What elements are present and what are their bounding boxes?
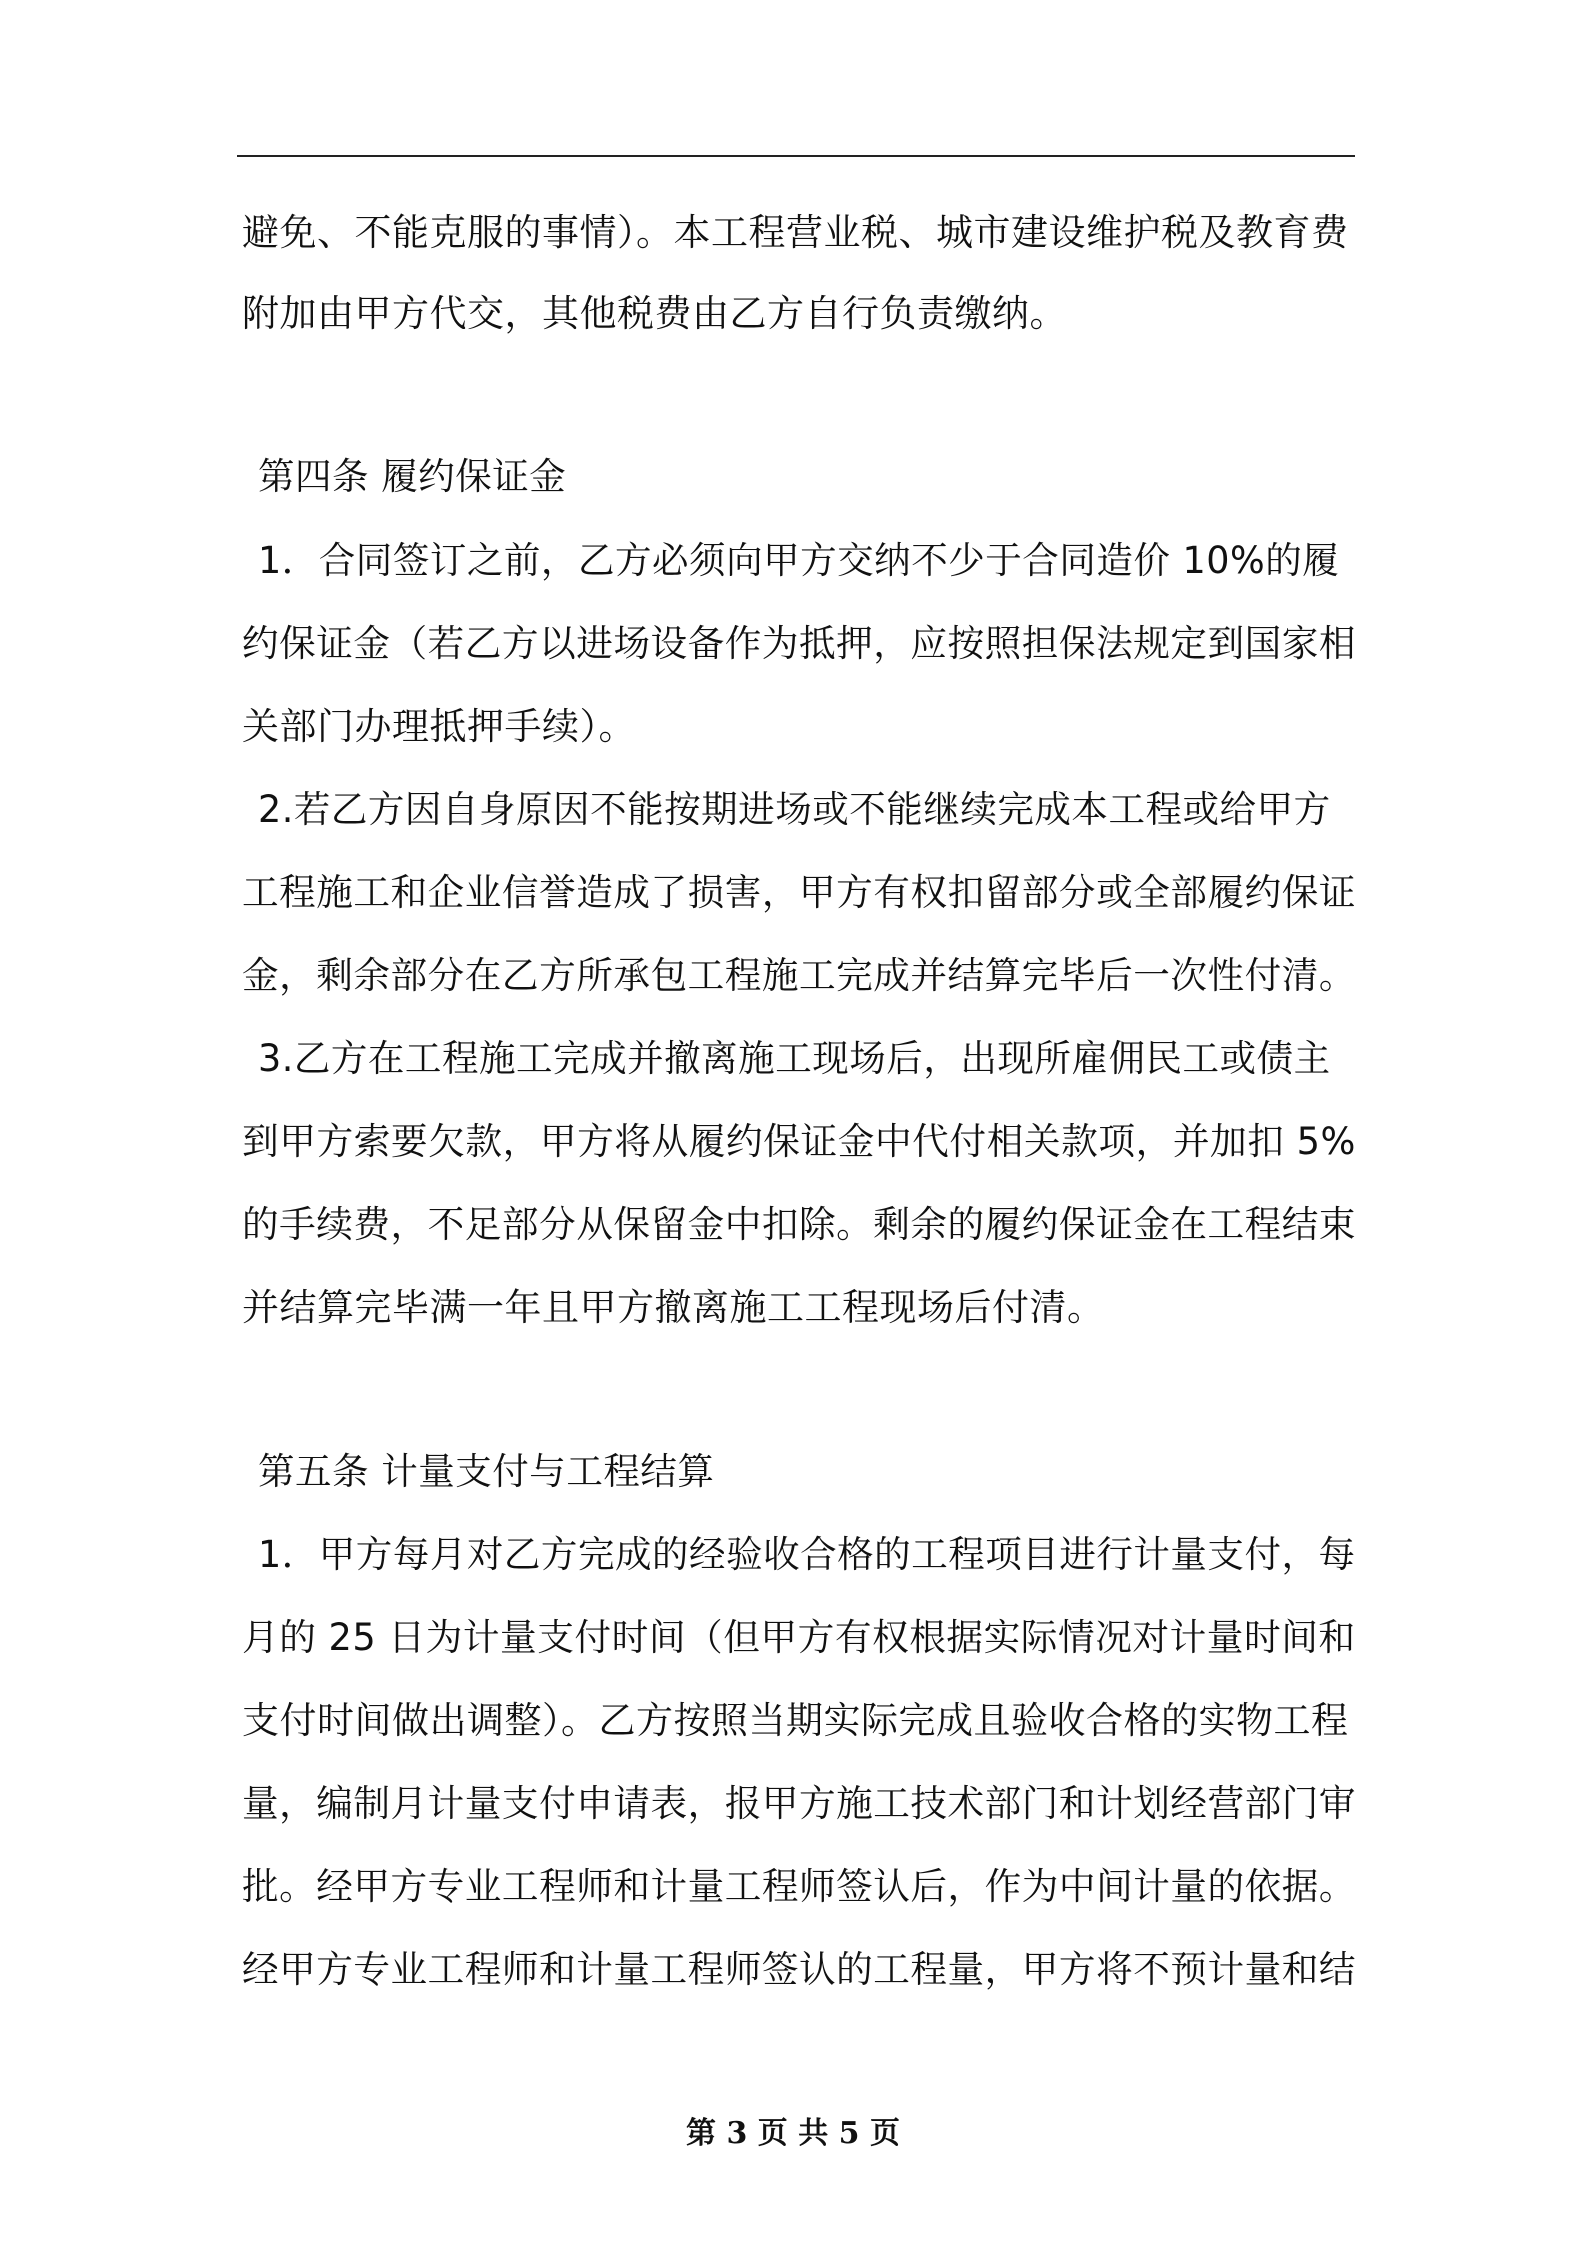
body-text-line: 的手续费，不足部分从保留金中扣除。剩余的履约保证金在工程结束 <box>242 1203 1356 1246</box>
body-text-line: 金，剩余部分在乙方所承包工程施工完成并结算完毕后一次性付清。 <box>242 954 1356 997</box>
section-heading-article-4: 第四条 履约保证金 <box>258 455 567 498</box>
body-text-line: 并结算完毕满一年且甲方撤离施工工程现场后付清。 <box>242 1286 1105 1329</box>
body-text-line: 月的 25 日为计量支付时间（但甲方有权根据实际情况对计量时间和 <box>242 1616 1356 1659</box>
body-text-line: 经甲方专业工程师和计量工程师签认的工程量，甲方将不预计量和结 <box>242 1948 1356 1991</box>
body-text-line: 3.乙方在工程施工完成并撤离施工现场后，出现所雇佣民工或债主 <box>258 1037 1331 1080</box>
body-text-line: 支付时间做出调整）。乙方按照当期实际完成且验收合格的实物工程 <box>242 1699 1349 1742</box>
body-text-line: 关部门办理抵押手续）。 <box>242 705 636 748</box>
body-text-line: 附加由甲方代交，其他税费由乙方自行负责缴纳。 <box>242 292 1067 335</box>
header-rule <box>237 155 1355 157</box>
body-text-line: 避免、不能克服的事情）。本工程营业税、城市建设维护税及教育费 <box>242 211 1349 254</box>
body-text-line: 1．合同签订之前，乙方必须向甲方交纳不少于合同造价 10%的履 <box>258 539 1340 582</box>
page-number-footer: 第 3 页 共 5 页 <box>686 2116 900 2151</box>
body-text-line: 批。经甲方专业工程师和计量工程师签认后，作为中间计量的依据。 <box>242 1865 1356 1908</box>
body-text-line: 到甲方索要欠款，甲方将从履约保证金中代付相关款项，并加扣 5% <box>242 1120 1356 1163</box>
body-text-line: 工程施工和企业信誉造成了损害，甲方有权扣留部分或全部履约保证 <box>242 871 1356 914</box>
body-text-line: 约保证金（若乙方以进场设备作为抵押，应按照担保法规定到国家相 <box>242 622 1356 665</box>
section-heading-article-5: 第五条 计量支付与工程结算 <box>258 1450 715 1493</box>
body-text-line: 2.若乙方因自身原因不能按期进场或不能继续完成本工程或给甲方 <box>258 788 1331 831</box>
body-text-line: 1．甲方每月对乙方完成的经验收合格的工程项目进行计量支付，每 <box>258 1533 1356 1576</box>
body-text-line: 量，编制月计量支付申请表，报甲方施工技术部门和计划经营部门审 <box>242 1782 1356 1825</box>
